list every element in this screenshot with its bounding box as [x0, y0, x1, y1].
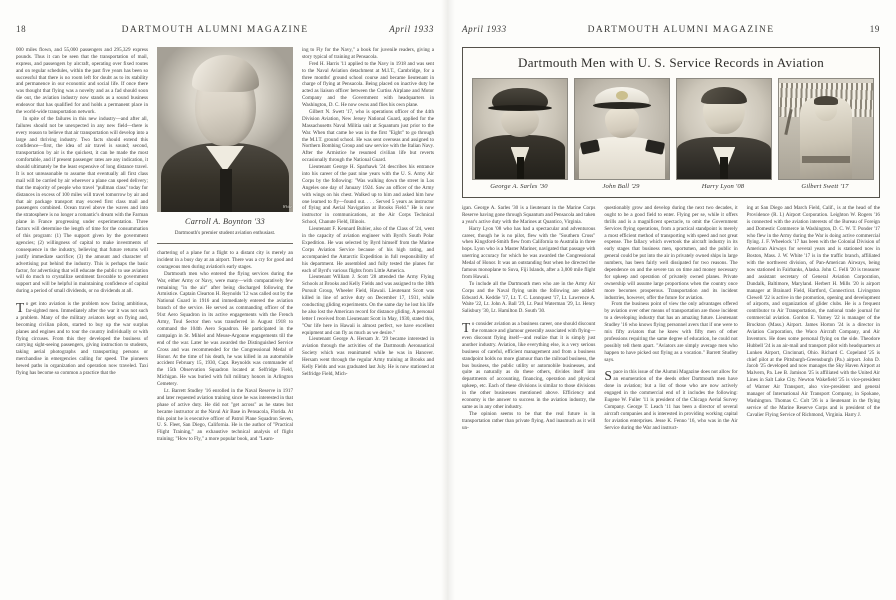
right-column-2	[604, 205, 737, 432]
boynton-figure	[157, 47, 293, 244]
left-column-1	[16, 47, 148, 443]
right-folio: 19	[869, 24, 880, 34]
right-issue-date: April 1933	[462, 24, 507, 34]
paragraph: Dartmouth men who entered the flying services during the War, either Army or Navy, were many—with comparatively few remaining "in the air" after being discharged following the Armistice. Captain Clearton H. Reynolds '12 was called out by the National Guard in 1916 and immediately entered the aviation branch of the service. He served as commanding officer of the 91st Aero Squadron in its active engagements with the French Army, Toul Sector then was transferred in August 1918 to command the 104th Aero Squadron. He participated in the campaign in St. Mihiel and Meuse-Argonne engagements till the end of the war. Later he was awarded the Distinguished Service Cross and was recommended for the Congressional Medal of Honor. At the time of his death, he was killed in an automobile accident February 15, 1930, Capt. Reynolds was commander of the 15th Observation Squadron located at Selfridge Field, Michigan. He was buried with full military honors in Arlington Cemetery.	[157, 270, 293, 388]
portrait-caption: George A. Sarles '30	[490, 183, 548, 190]
paragraph: Gilbert N. Swett '17, who is operations officer of the 44th Division Aviation, New Jersey National Guard, applied for the Massachusetts Naval Militia unit at Squantum just prior to the War. When that came he was in the first "Eight" to go through the M.I.T. ground school. He was sent overseas and assigned to Northern Bombing Group and saw service with the Italian Navy. After the Armistice he resumed civilian life but reverts occasionally through the National Guard.	[302, 109, 434, 164]
photo-credit: White	[282, 205, 292, 210]
paragraph: From the business point of view the only advantages offered by aviation over other means of transportation are those incident to a developing industry that has an amazing future. Lieutenant Studley '16 who knows flying personnel avers that if one were to mix fifty aviators that he knew with fifty men of other professions requiring the same degree of education, he could not possibly tell them apart. "Aviators are simply average men who happen to have picked out flying as a vocation." Barrett Studley says.	[604, 301, 738, 363]
service-records-panel	[462, 47, 880, 198]
paragraph: To include all the Dartmouth men who are in the Army Air Corps and the Naval flying units the following are added: Edward A. Keddie '17, Lt. T. C. Lonnquest '17, Lt. Lawrence A. Waite '22, Lt. John A. Ball '29, Lt. Paul Waterman '29, Lt. Henry Salisbury '30, Lt. Hamilton D. South '30.	[462, 280, 596, 315]
portrait-item	[778, 78, 872, 190]
paragraph: The opinion seems to be that the real future is in transportation rather than private flying. And inasmuch as it will un-	[462, 410, 596, 431]
portrait-caption: John Ball '29	[602, 183, 640, 190]
sarles-portrait-photo	[472, 78, 568, 180]
paragraph: Harry Lyon '08 who has had a spectacular and adventurous career, though he is no pilot, flew with the "Southern Cross" when Kingsford-Smith flew from California to Australia in three hops. Lyon who is a Master Mariner, navigated that passage with unerring accuracy for which he was awarded the Congressional Medal of Honor. It was an outstanding feat when he directed the famous monoplane to Suva, Fiji Islands, after a 3,000 mile flight from Hawaii.	[462, 225, 596, 280]
left-publication-title: DARTMOUTH ALUMNI MAGAZINE	[121, 25, 309, 35]
portrait-item	[472, 78, 566, 190]
portrait-necktie	[220, 169, 232, 212]
right-running-head	[462, 24, 880, 38]
paragraph: ing to Fly for the Navy," a book for juvenile readers, giving a story typical of training at Pensacola.	[302, 47, 434, 60]
paragraph: chartering of a plane for a flight to a distant city is merely an incident in a busy day at an airport. There was a cry for good and courageous men during aviation's early stages.	[157, 250, 293, 270]
portrait-belt	[802, 156, 851, 163]
left-running-head	[16, 24, 434, 38]
right-publication-title: DARTMOUTH ALUMNI MAGAZINE	[587, 25, 775, 35]
paragraph: Lieutenant George A. Hersam Jr. '29 became interested in aviation through the activities of the Dartmouth Aeronautical Society which was reanimated while he was in Hanover. Hersam went through the regular Army training at Brooks and Kelly Fields and was graduated last July. He is now stationed at Selfridge Field, Mich-	[302, 336, 434, 377]
right-columns	[462, 205, 880, 432]
portrait-cap-brim	[488, 105, 552, 111]
right-page	[448, 0, 896, 600]
left-folio: 18	[16, 24, 27, 34]
boynton-portrait-photo	[157, 47, 293, 212]
figure-caption: Dartmouth's premier student aviation enthusiast.	[174, 229, 276, 236]
paragraph: To consider aviation as a business career, one should discount the romance and glamour generally associated with flying—even discount flying itself—and realize that it is simply just another industry. Aviation, like everything else, is a very serious business of careful, efficient management and from a business standpoint holds no more glamour than the railroad business, the bus business, the public utility or automobile businesses, and quite as naturally as do these others, divides itself into departments of accounting, financing, operation and physical upkeep, etc. Each of these divisions is similar to those divisions in the other businesses mentioned above. Efficiency and economy is the answer to success in the aviation industry, the same as in any other industry.	[462, 320, 596, 410]
paragraph: Lieutenant F. Kennard Bubier, also of the Class of '24, went in the capacity of aviation engineer with Byrd's South Polar Expedition. He was selected by Byrd himself from the Marine Corps Aviation Service because of his high rating, and accompanied the Antarctic Expedition in full responsibility of his department. He assembled and fully tested the planes for each of Byrd's various flights from Little America.	[302, 226, 434, 274]
portrait-necktie	[720, 157, 728, 179]
paragraph: questionably grow and develop during the next two decades, it ought to be a good field to enter. Flying per se, while it offers thrills and is a magnificent spectacle, to omit the Government Services flying operations, from a practical standpoint is merely a most efficient method of transporting with speed and not great expense. The fallacy which overtook the aircraft industry in its early stages that business men, sportsmen, and the public in general could be put into the air in privately owned ships in large numbers, has been fairly well dissipated for two reasons. The dependence on and the severe tax on time and money necessary for upkeep and operation of privately owned planes. Private ownership will assume large proportions when the country once more becomes prosperous. Transportation and its incident industries, however, offer the future for aviation.	[604, 205, 738, 301]
swett-portrait-photo	[778, 78, 874, 180]
left-issue-date: April 1933	[389, 24, 434, 34]
paragraph: Fred H. Harris '11 applied to the Navy in 1918 and was sent to the Naval Aviation detachment at M.I.T., Cambridge, for a three months' ground school course and became lieutenant in charge of flying at Pensacola. Being placed on inactive duty he acted as liaison officer between the Curtiss Airplane and Motor Company and the Government with headquarters in Washington, D. C. He now owns and flies his own plane.	[302, 60, 434, 109]
portrait-caption: Gilbert Swett '17	[801, 183, 849, 190]
paragraph: Space in this issue of the Alumni Magazine does not allow for an enumeration of the deeds other Dartmouth men have done in aviation; but a list of those who are now actively engaged in the commercial end of it includes the following: Eugene W. Fuller '11 is president of the Chicago Aerial Survey Company. George T. Leach '11 has been a director of several aircraft companies and is interested in providing working capital for aviation enterprises. Jesse K. Fenno '16, who was in the Air Service during the War and instruct-	[604, 368, 738, 431]
left-column-2	[157, 47, 293, 443]
paragraph: To get into aviation is the problem now facing ambitious, far-sighted men. Immediately after the war it was not such a problem. Many of the military aviators kept on flying and, becoming civilian pilots, started to buy up the war surplus planes and engines and to tour the country individually or with flying circuses. From this they developed the business of carrying sight-seeing passengers, giving instruction to students, taking aerial photographs and transporting persons or merchandise in emergencies calling for speed. The pioneers hewed paths in organization and operation now traveled. Taxi flying has become so common a practice that the	[16, 300, 148, 376]
portrait-caption: Harry Lyon '08	[701, 183, 745, 190]
portrait-cap-badge	[616, 91, 627, 100]
portrait-hair	[814, 96, 838, 105]
paragraph: Lt. Barrett Studley '16 enrolled in the Naval Reserve in 1917 and later requested aviation training since he was interested in that phase of active duty. He did not "get across" as he states but became instructor at the Naval Air Base in Pensacola, Florida. At this point he is executive officer of Patrol Plane Squadron Seven, U. S. Fleet, San Diego, California. He is the author of "Practical Flight Training," an exhaustive technical analysis of flight training; "How to Fly," a more popular book, and "Learn-	[157, 387, 293, 443]
paragraph: 000 miles flown, and 55,000 passengers and 295,329 express pounds. Thus it can be seen that the transportation of mail, express, and passengers by aircraft, operating over fixed routes and on regular schedules, within the past five years has been so successful that there is no room left for doubt as to its stability and permanence in our economic and social life. If once there was thought that flying was a novelty and as a fad should soon die out, the aviation industry now stands as a sound business endeavor that has qualified for and holds a permanent place in the world-wide transportation network.	[16, 47, 148, 116]
portrait-item	[574, 78, 668, 190]
paragraph: Lieutenant George H. Sparhawk '24 describes his entrance into his career of the past nine years with the U. S. Army Air Corps by the following: "Was walking down the street in Los Angeles one day of January 1924. Saw an officer of the Army with wings on his chest. Walked up to him and asked him how one learned to fly—found out. . . . Served 5 years as instructor of flying and Aerial Navigation at Brooks Field." He is now instructor in communications, at the Air Corps Technical School, Chanute Field, Illinois.	[302, 164, 434, 226]
paragraph: In spite of the failures in this new industry—and after all, failures should not be unexpected in any new field—there is every reason to believe that air transportation will develop into a large and thriving industry. Two facts should extend this confidence—first, the idea of air travel is sound; second, transportation by air is the quickest, it can be made the most comfortable, and if present passenger rates are any indication, it should ultimately be the least expensive of long distance travel. It is not unreasonable to assume that eventually all first class mail will be carried by air wherever a plane can speed delivery; that the majority of people who travel "pullman class" today for distances in excess of 100 miles will travel tomorrow by air and that air package transport may exceed first class mail and passengers combined. Ocean travel above the waves and into the stratosphere is no longer a romantic's dream with the Farman plane in France progressing under experimentation. Three factors will determine the length of time for the consummation of this program: (1) The support given by the government agencies; (2) willingness of capital to make investments of consequence in the industry, believing that future returns will justify immediate sacrifice; (3) the amount and character of advertising put behind the industry. This is perhaps the basic factor, for advertising that will educate the public to use aviation will do much to crystallize sentiment favorable to government support and will be helpful in maintaining confidence of capital during a period of small dividends, or no dividends at all.	[16, 115, 148, 295]
left-columns	[16, 47, 434, 443]
panel-headline: Dartmouth Men with U. S. Service Records in Aviation	[517, 55, 825, 70]
portrait-item	[676, 78, 770, 190]
portrait-cap-brim	[593, 102, 651, 109]
portrait-row	[472, 78, 870, 190]
right-column-1	[462, 205, 595, 432]
lyon-portrait-photo	[676, 78, 772, 180]
paragraph: Lieutenant William J. Scott '28 attended the Army Flying Schools at Brooks and Kelly Fields and was assigned to the 18th Pursuit Group, Wheeler Field, Hawaii. Lieutenant Scott was killed in line of active duty on December 17, 1931, while conducting gliding experiments. On the same day he lost his life he also lost the American record for distance gliding. A personal letter I received from Lieutenant Scott in May, 1930, stated this, "Our life here in Hawaii is almost perfect, we have excellent equipment and can fly as much as we desire."	[302, 274, 434, 336]
paragraph: igan. George A. Sarles '30 is a lieutenant in the Marine Corps Reserve having gone through Squantum and Pensacola and taken a year's active duty with the Marines at Quantico, Virginia.	[462, 205, 596, 225]
portrait-necktie	[517, 157, 524, 179]
left-column-3	[302, 47, 434, 443]
ball-portrait-photo	[574, 78, 670, 180]
paragraph: ing at San Diego and March Field, Calif., is at the head of the Providence (R. I.) Airport Corporation. Leighton W. Rogers '16 is connected with the aviation interests of the Bureau of Foreign and Domestic Commerce in Washington, D. C. W. T. Ponder '17 who flew in the Army during the War is doing active commercial flying. J. F. Wheelock '17 has been with the Colonial Division of American Airways for several years and is stationed now in Boston, Mass. J. W. White '17 is in the traffic branch, affiliated with the northwest division, of Pan-American Airways, being now stationed in Fairbanks, Alaska. John C. Felli '20 is treasurer and assistant secretary of General Aviation Corporation, Dundalk, Baltimore, Maryland. Herbert H. Mills '20 is airport manager at Brainard Field, Hartford, Connecticut. Livingston Clewell '22 is active in the promotion, opening and development of airports, and organization of glider clubs. He is a frequent contributor to Air Transportation, the national trade journal for commercial aviation. Gordon E. Varney '22 is manager of the Brockton (Mass.) Airport. James Horton '24 is a director in Aviation Corporation, the Waco Aircraft Company, and Air Inventors. He does some personal flying on the side. Theodore Hubbell '24 is an air-mail and transport pilot with headquarters at Lunken Airport, Cincinnati, Ohio. Richard C. Copeland '25 is chief pilot at the Pittsburgh-Greensburgh (Pa.) airport. John D. Jacob '25 developed and now manages the Sky Haven Airport at Malvern, Pa. Lee B. Jamison '25 is affiliated with the United Air Lines in Salt Lake City. Newton Wakefield '25 is vice-president of Warner Air Transport, also vice-president and general manager of International Air Transport Company, in Spokane, Washington. Thomas C. Colt '26 is a lieutenant in the flying service of the Marine Reserve Corps and is president of the Cavalier Flying Service of Richmond, Virginia. Harry J.	[746, 205, 880, 418]
figure-rule	[157, 243, 293, 244]
figure-name: Carroll A. Boynton '33	[184, 217, 266, 226]
right-column-3	[747, 205, 880, 432]
